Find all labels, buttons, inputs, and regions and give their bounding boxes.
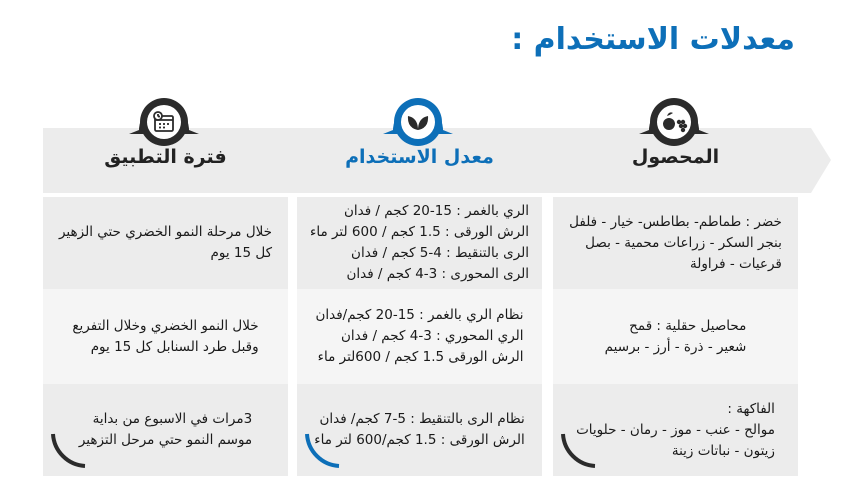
page-title: معدلات الاستخدام : [511,22,795,57]
cell-text: نظام الري بالغمر : 15-20 كجم/فدان الري المحوري : 3-4 كجم / فدان الرش الورقى 1.5 كجم / 600لتر ماء [315,307,524,365]
header-label: المحصول [631,146,720,168]
cell-text: نظام الرى بالتنقيط : 5-7 كجم/ فدان الرش الورقى : 1.5 كجم/600 لتر ماء [314,411,525,448]
column-header [553,128,798,193]
column-header [297,128,542,193]
table-cell [43,289,288,384]
table-cell [553,197,798,289]
table-cell [553,289,798,384]
column-header [43,128,288,193]
table-cell [553,384,798,476]
corner-arc [303,430,343,470]
cell-text: الري بالغمر : 15-20 كجم / فدان الرش الورقى : 1.5 كجم / 600 لتر ماء الرى بالتنقيط : 4-5 كجم / فدان الرى المحورى : 3-4 كجم / فدان [309,203,530,282]
corner-arc [559,430,599,470]
header-label: فترة التطبيق [104,146,227,168]
table-cell [297,384,542,476]
table-cell [297,197,542,289]
table-cell [43,197,288,289]
cell-text: خضر : طماطم- بطاطس- خيار - فلفل بنجر السكر - زراعات محمية - بصل قرعيات - فراولة [569,213,782,272]
table-cell [43,384,288,476]
cell-text: خلال النمو الخضري وخلال التفريع وقبل طرد السنابل كل 15 يوم [72,317,259,355]
corner-arc [49,430,89,470]
cell-text: محاصيل حقلية : قمح شعير - ذرة - أرز - برسيم [604,317,747,355]
header-label: معدل الاستخدام [345,146,494,168]
table-cell [297,289,542,384]
cell-text: 3مرات في الاسبوع من بداية موسم النمو حتي مرحل التزهير [78,411,253,448]
cell-text: الفاكهة : موالح - عنب - موز - رمان - حلويات زيتون - نباتات زينة [576,400,775,459]
cell-text: خلال مرحلة النمو الخضري حتي الزهير كل 15 يوم [58,224,273,261]
